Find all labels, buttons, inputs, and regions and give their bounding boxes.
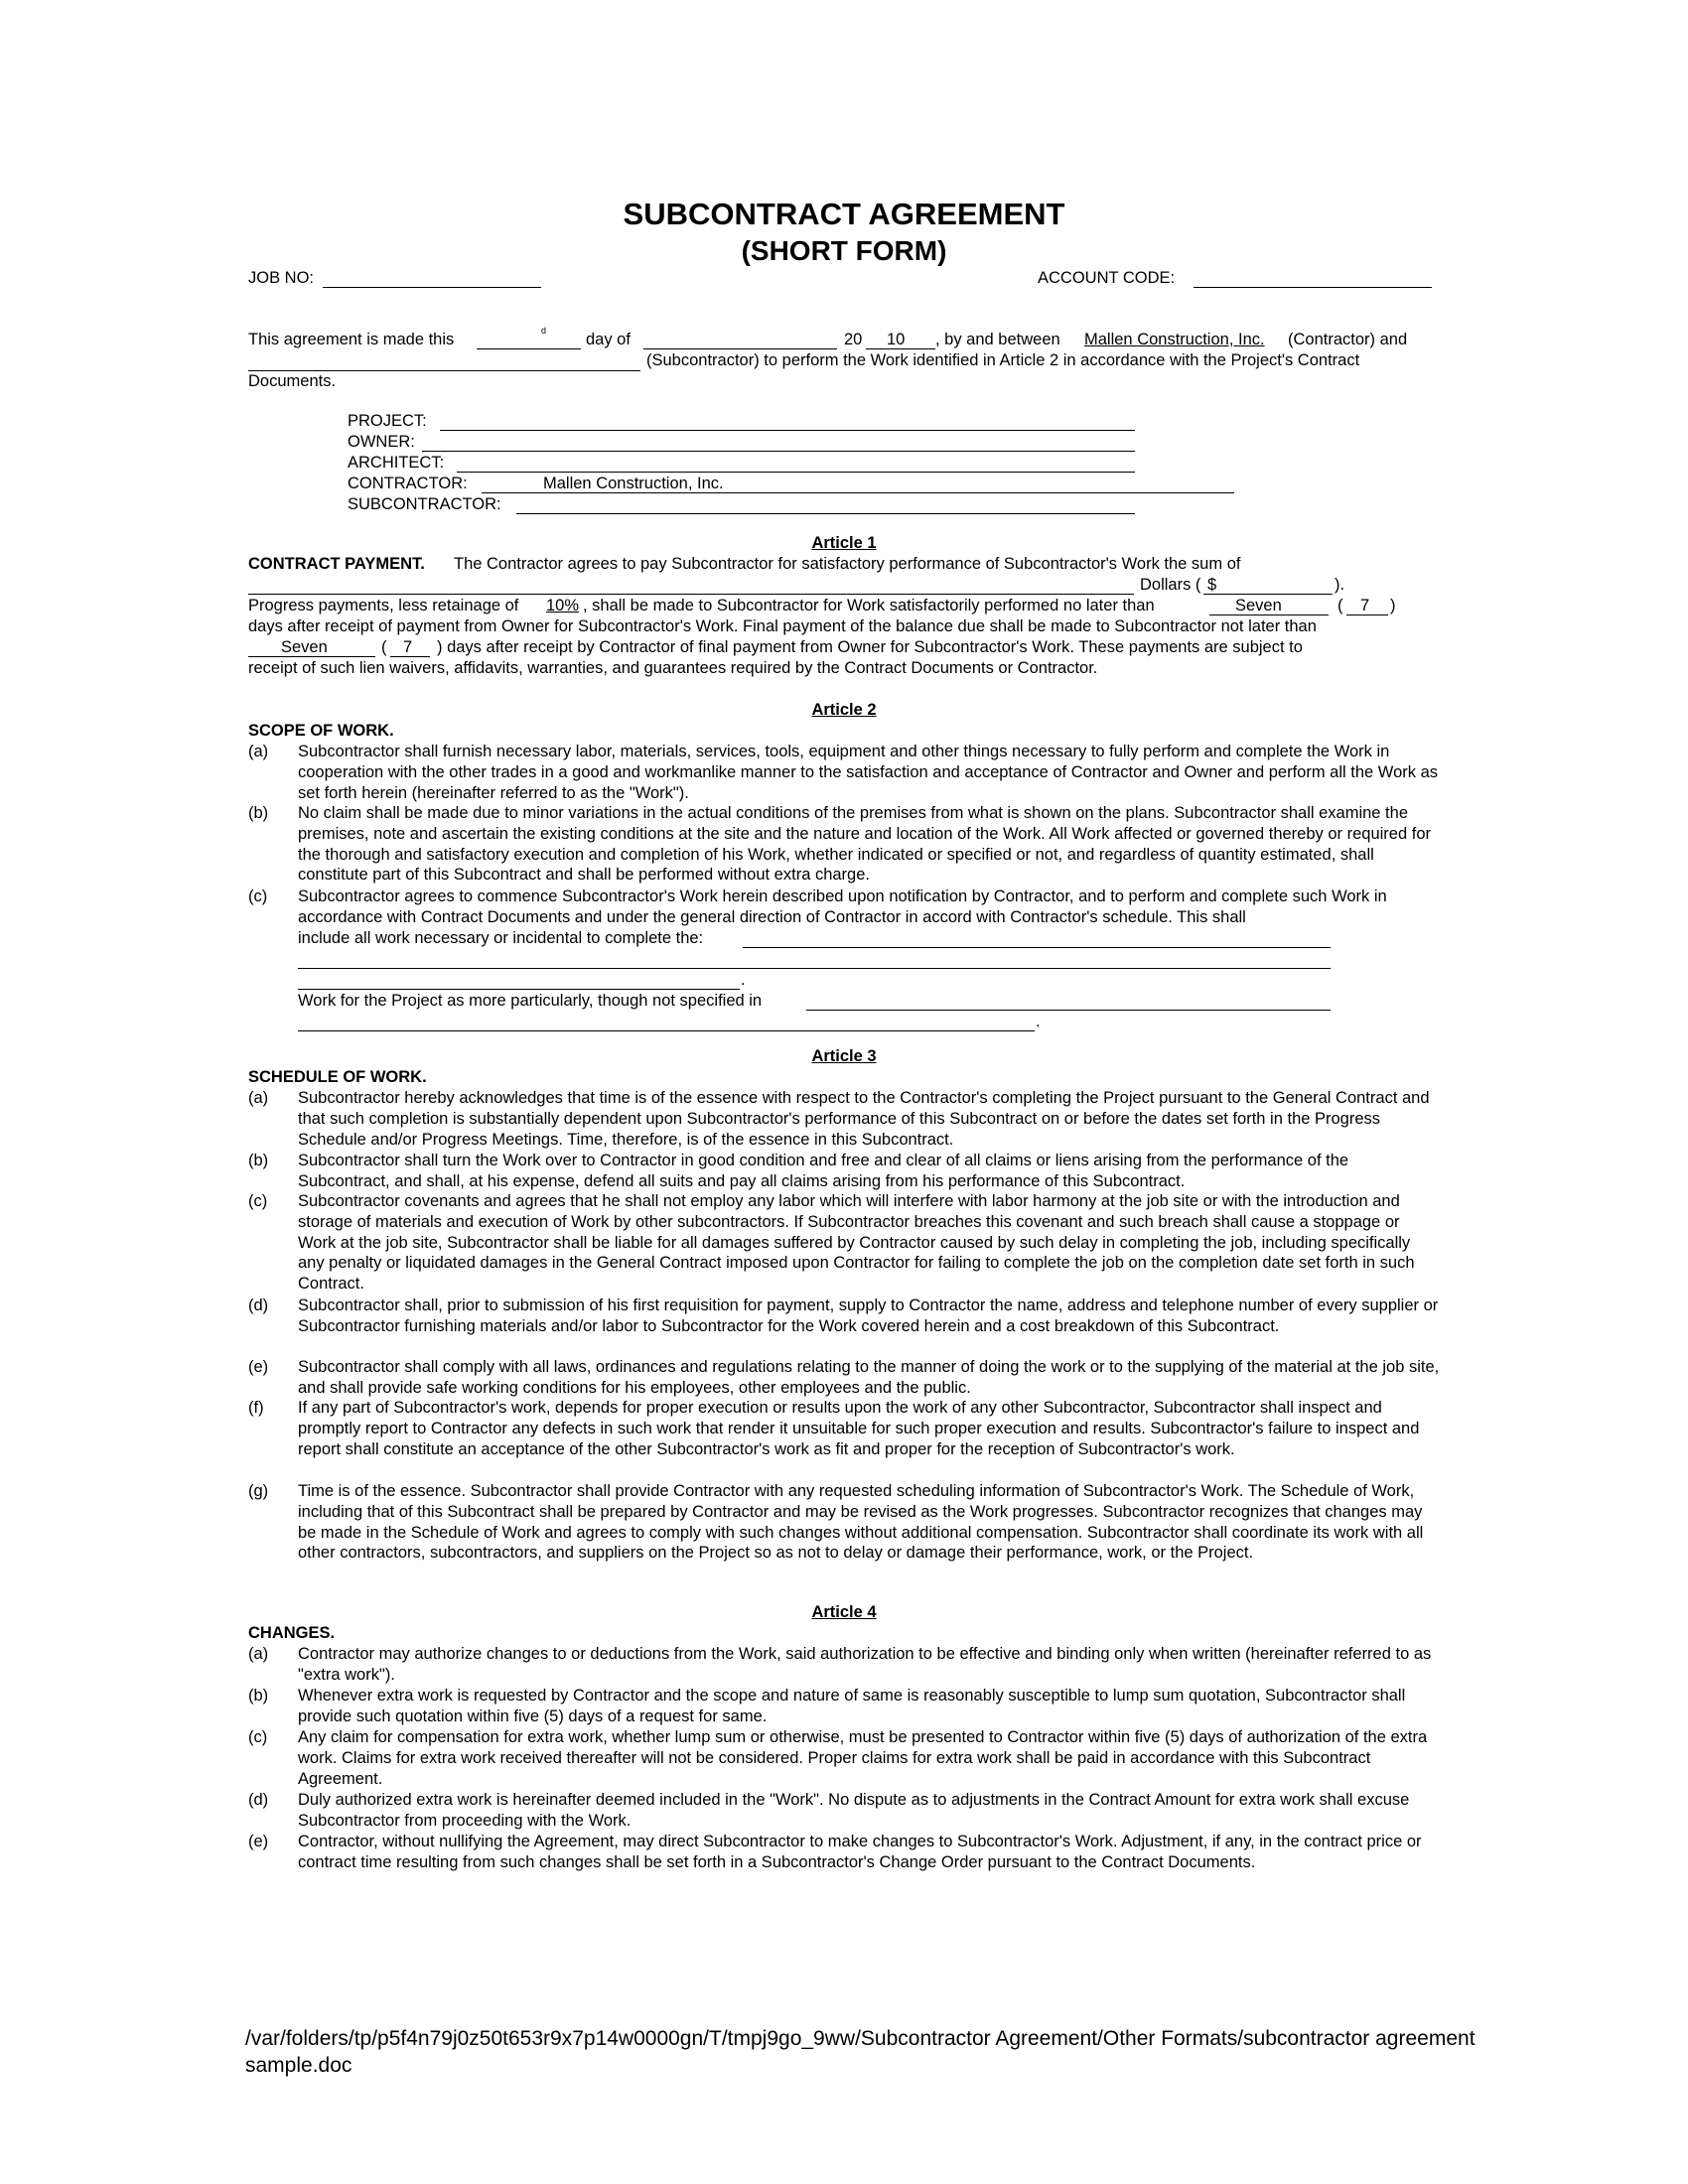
list-item (248, 1832, 1440, 1873)
subcontractor-field[interactable] (516, 513, 1135, 514)
year-prefix: 20 (844, 331, 863, 348)
retainage-value: 10% (546, 597, 580, 614)
item-text: Subcontractor shall turn the Work over to Contractor in good condition and free and clear of all claims or liens arising from the performance of the Subcontract, and shall, at his expense, defend all suits and pay all claims arising from his performance of this Subcontract. (298, 1152, 1349, 1190)
month-field[interactable] (643, 348, 837, 349)
day-field[interactable] (477, 348, 581, 349)
project-field[interactable] (440, 430, 1135, 431)
scope-field-3[interactable] (298, 989, 740, 990)
item-text: Subcontractor hereby acknowledges that time is of the essence with respect to the Contractor's completing the Project pursuant to the General Contract and that such completion is substantially dependent upon Subcontractor's performance of this Subcontract on or before the dates set forth in the Progress Schedule and/or Progress Meetings. Time, therefore, is of the essence in this Subcontract. (298, 1089, 1430, 1149)
item-letter: (b) (248, 1152, 269, 1169)
article-1-heading: Article 1 (811, 534, 877, 552)
subcontractor-label: SUBCONTRACTOR: (348, 495, 501, 513)
list-item (248, 1088, 1440, 1150)
contractor-value: Mallen Construction, Inc. (543, 475, 724, 492)
days-word-2: Seven (281, 638, 328, 656)
day-superscript: d (541, 326, 547, 336)
intro-contractor-name: Mallen Construction, Inc. (1084, 331, 1265, 348)
item-text: Contractor may authorize changes to or deductions from the Work, said authorization to be effective and binding only when written (hereinafter referred to as "extra work"). (298, 1645, 1432, 1684)
days-num-2: 7 (403, 638, 413, 656)
intro-by-between: , by and between (935, 331, 1060, 348)
architect-field[interactable] (457, 472, 1135, 473)
list-item (248, 1191, 1440, 1295)
list-item (248, 1398, 1440, 1459)
owner-label: OWNER: (348, 433, 415, 451)
scope-field-2[interactable] (298, 968, 1331, 969)
article-1-line-1: The Contractor agrees to pay Subcontractor for satisfactory performance of Subcontractor's Work the sum of (454, 555, 1241, 573)
schedule-of-work-heading: SCHEDULE OF WORK. (248, 1068, 427, 1086)
item-text: No claim shall be made due to minor variations in the actual conditions of the premises from what is shown on the plans. Subcontractor shall examine the premises, note and ascertain the existing conditions at the site and the nature and location of the Work. All Work affected or governed thereby or required for the thorough and satisfactory execution and completion of his Work, whether indicated or specified or not, and regardless of quantity estimated, shall constitute part of this Subcontract and shall be performed without extra charge. (298, 804, 1431, 885)
list-item (248, 1481, 1440, 1564)
specified-in-field-2[interactable] (298, 1030, 1035, 1031)
architect-label: ARCHITECT: (348, 454, 445, 472)
contract-payment-lead: CONTRACT PAYMENT. (248, 555, 425, 573)
item-letter: (g) (248, 1482, 269, 1500)
item-text: Contractor, without nullifying the Agreement, may direct Subcontractor to make changes to Subcontractor's Work. Adjustment, if any, in the contract price or contract time resulting from such changes shall be set forth in a Subcontractor's Change Order pursuant to the Contract Documents. (298, 1833, 1422, 1871)
item-letter: (a) (248, 1089, 269, 1107)
article-2-heading: Article 2 (811, 701, 877, 719)
intro-subcontractor-text: (Subcontractor) to perform the Work identified in Article 2 in accordance with the Project's Contract (646, 351, 1360, 369)
intro-made-this: This agreement is made this (248, 331, 455, 348)
job-no-label: JOB NO: (248, 269, 315, 287)
item-text: Subcontractor shall, prior to submission of his first requisition for payment, supply to Contractor the name, address and telephone number of every supplier or Subcontractor furnishing materials and/or labor to Subcontractor for the Work covered herein and a cost breakdown of this Subcontract. (298, 1297, 1439, 1335)
intro-documents: Documents. (248, 372, 337, 390)
dollar-sign: $ (1207, 576, 1217, 594)
item-text: Any claim for compensation for extra work, whether lump sum or otherwise, must be presented to Contractor within five (5) days of authorization of the extra work. Claims for extra work received thereafter will not be considered. Proper claims for extra work shall be paid in accordance with this Subcontract Agreement. (298, 1728, 1428, 1788)
list-item (248, 1151, 1440, 1192)
project-label: PROJECT: (348, 412, 427, 430)
list-item (248, 887, 1440, 928)
item-letter: (c) (248, 887, 268, 905)
item-text: Subcontractor agrees to commence Subcontractor's Work herein described upon notification by Contractor, and to perform and complete such Work in accordance with Contract Documents and under the general direction of Contractor in accord with Contractor's schedule. This shall (298, 887, 1387, 926)
owner-field[interactable] (422, 451, 1135, 452)
article-1-line-4: ) days after receipt by Contractor of final payment from Owner for Subcontractor's Work. These payments are subject to (437, 638, 1303, 656)
account-code-label: ACCOUNT CODE: (1038, 269, 1176, 287)
changes-heading: CHANGES. (248, 1624, 336, 1642)
item-text: Duly authorized extra work is hereinafter deemed included in the "Work". No dispute as to adjustments in the Contract Amount for extra work shall excuse Subcontractor from proceeding with the Work. (298, 1791, 1410, 1830)
item-letter: (f) (248, 1399, 264, 1417)
days-num-1: 7 (1360, 597, 1370, 614)
work-for-text: Work for the Project as more particularly, though not specified in (298, 992, 763, 1010)
item-text: Subcontractor covenants and agrees that he shall not employ any labor which will interfere with labor harmony at the job site or with the introduction and storage of materials and execution of Work by other subcontractors. If Subcontractor breaches this covenant and such breach shall cause a stoppage or Work at the job site, Subcontractor shall be liable for all damages suffered by Contractor caused by such delay in completing the job, including specifically any penalty or liquidated damages in the General Contract imposed upon Contractor for failing to complete the job on the completion date set forth in such Contract. (298, 1192, 1415, 1294)
item-letter: (b) (248, 804, 269, 822)
document-page: SUBCONTRACT AGREEMENT (SHORT FORM) JOB NO: ACCOUNT CODE: This agreement is made this d day of 20 10 , by and between Mallen Construction, Inc. (Contractor) and (Subcontractor) to perform the Work identified in Article 2 in accordance with the Project's Contract Documents. PROJECT: OWNER: ARCHITECT: CONTRACTOR: Mallen Construction, Inc. SUBCONTRACTOR: Article 1 CONTRACT PAYMENT. The Contractor agrees to pay Subcontractor for satisfactory performance of Subcontractor's Work the sum of Dollars ( $ ). Progress payments, less retainage of 10% , shall be made to Subcontractor for Work satisfactorily performed no later than Seven ( 7 ) days after receipt of payment from Owner for Subcontractor's Work. Final payment of the balance due shall be made to Subcontractor not later than Seven ( 7 ) days after receipt by Contractor of final payment from Owner for Subcontractor's Work. These payments are subject to receipt of such lien waivers, affidavits, warranties, and guarantees required by the Contract Documents or Contractor. Article 2 SCOPE OF WORK. (a) Subcontractor shall furnish necessary labor, materials, services, tools, equipment and other things necessary to fully perform and complete the Work in cooperation with the other trades in a good and workmanlike manner to the satisfaction and acceptance of Contractor and Owner and perform all the Work as set forth herein (hereinafter referred to as the "Work"). (b) No claim shall be made due to minor variations in the actual conditions of the premises from what is shown on the plans. Subcontractor shall examine the premises, note and ascertain the existing conditions at the site and the nature and location of the Work. All Work affected or governed thereby or required for the thorough and satisfactory execution and completion of his Work, whether indicated or specified or not, and regardless of quantity estimated, shall constitute part of this Subcontract and shall be performed without extra charge. (c) Subcontractor agrees to commence Subcontractor's Work herein described upon notification by Contractor, and to perform and complete such Work in accordance with Contract Documents and under the general direction of Contractor in accord with Contractor's schedule. This shall include all work necessary or incidental to complete the: . Work for the Project as more particularly, though not specified in . Article 3 SCHEDULE OF WORK. (a) Subcontractor hereby acknowledges that time is of the essence with respect to the Contractor's completing the Project pursuant to the General Contract and that such completion is substantially dependent upon Subcontractor's performance of this Subcontract on or before the dates set forth in the Progress Schedule and/or Progress Meetings. Time, therefore, is of the essence in this Subcontract. (b) Subcontractor shall turn the Work over to Contractor in good condition and free and clear of all claims or liens arising from the performance of the Subcontract, and shall, at his expense, defend all suits and pay all claims arising from his performance of this Subcontract. (c) Subcontractor covenants and agrees that he shall not employ any labor which will interfere with labor harmony at the job site or with the introduction and storage of materials and execution of Work by other subcontractors. If Subcontractor breaches this covenant and such breach shall cause a stoppage or Work at the job site, Subcontractor shall be liable for all damages suffered by Contractor caused by such delay in completing the job, including specifically any penalty or liquidated damages in the General Contract imposed upon Contractor for failing to complete the job on the completion date set forth in such Contract. (d) Subcontractor shall, prior to submission of his first requisition for payment, supply to Contractor the name, address and telephone number of every supplier or Subcontractor furnishing materials and/or labor to Subcontractor for the Work covered herein and a cost breakdown of this Subcontract. (e) Subcontractor shall comply with all laws, ordinances and regulations relating to the manner of doing the work or to the supplying of the material at the job site, and shall provide safe working conditions for his employees, other employees and the public. (f) If any part of Subcontractor's work, depends for proper execution or results upon the work of any other Subcontractor, Subcontractor shall inspect and promptly report to Contractor any defects in such work that render it unsuitable for such proper execution and results. Subcontractor's failure to inspect and report shall constitute an acceptance of the other Subcontractor's work as fit and proper for the reception of Subcontractor's work. (g) Time is of the essence. Subcontractor shall provide Contractor with any requested scheduling information of Subcontractor's Work. The Schedule of Work, including that of this Subcontract shall be prepared by Contractor and may be revised as the Work progresses. Subcontractor recognizes that changes may be made in the Schedule of Work and agrees to comply with such changes without additional compensation. Subcontractor shall coordinate its work with all other contractors, subcontractors, and suppliers on the Project so as not to delay or damage their performance, work, or the Project. Article 4 CHANGES. (a) Contractor may authorize changes to or deductions from the Work, said authorization to be effective and binding only when written (hereinafter referred to as "extra work"). (b) Whenever extra work is requested by Contractor and the scope and nature of same is reasonably susceptible to lump sum quotation, Subcontractor shall provide such quotation within five (5) days of a request for same. (c) Any claim for compensation for extra work, whether lump sum or otherwise, must be presented to Contractor within five (5) days of authorization of the extra work. Claims for extra work received thereafter will not be considered. Proper claims for extra work shall be paid in accordance with this Subcontract Agreement. (d) Duly authorized extra work is hereinafter deemed included in the "Work". No dispute as to adjustments in the Contract Amount for extra work shall excuse Subcontractor from proceeding with the Work. (e) Contractor, without nullifying the Agreement, may direct Subcontractor to make changes to Subcontractor's Work. Adjustment, if any, in the contract price or contract time resulting from such changes shall be set forth in a Subcontractor's Change Order pursuant to the Contract Documents. /var/folders/tp/p5f4n79j0z50t653r9x7p14w0000gn/T/tmpj9go_9ww/Subcontractor Agreement/Other Formats/subcontractor agreement sample.doc (0, 0, 1688, 2184)
list-item (248, 1644, 1440, 1686)
item-text: Time is of the essence. Subcontractor shall provide Contractor with any requested scheduling information of Subcontractor's Work. The Schedule of Work, including that of this Subcontract shall be prepared by Contractor and may be revised as the Work progresses. Subcontractor recognizes that changes may be made in the Schedule of Work and agrees to comply with such changes without additional compensation. Subcontractor shall coordinate its work with all other contractors, subcontractors, and suppliers on the Project so as not to delay or damage their performance, work, or the Project. (298, 1482, 1424, 1563)
item-letter: (d) (248, 1791, 269, 1809)
progress-text-b: , shall be made to Subcontractor for Work satisfactorily performed no later than (583, 597, 1155, 614)
item-letter: (c) (248, 1192, 268, 1210)
progress-text-a: Progress payments, less retainage of (248, 597, 519, 614)
article-1-line-5: receipt of such lien waivers, affidavits, warranties, and guarantees required by the Contract Documents or Contractor. (248, 659, 1098, 677)
item-text: If any part of Subcontractor's work, depends for proper execution or results upon the work of any other Subcontractor, Subcontractor shall inspect and promptly report to Contractor any defects in such work that render it unsuitable for such proper execution and results. Subcontractor's failure to inspect and report shall constitute an acceptance of the other Subcontractor's work as fit and proper for the reception of Subcontractor's work. (298, 1399, 1420, 1458)
item-letter: (a) (248, 743, 269, 760)
list-item (248, 1296, 1440, 1337)
contract-sum-words-field[interactable] (248, 594, 1134, 595)
item-letter: (c) (248, 1728, 268, 1746)
item-letter: (d) (248, 1297, 269, 1314)
article-3-heading: Article 3 (811, 1047, 877, 1065)
list-item (248, 742, 1440, 803)
list-item (248, 1686, 1440, 1727)
list-item (248, 1727, 1440, 1789)
contractor-label: CONTRACTOR: (348, 475, 468, 492)
year-value: 10 (887, 331, 906, 348)
days-word-1: Seven (1235, 597, 1282, 614)
intro-day-of: day of (586, 331, 631, 348)
item-text: Subcontractor shall comply with all laws, ordinances and regulations relating to the manner of doing the work or to the supplying of the material at the job site, and shall provide safe working conditions for his employees, other employees and the public. (298, 1358, 1440, 1397)
item-letter: (e) (248, 1833, 269, 1850)
include-all-text: include all work necessary or incidental to complete the: (298, 929, 704, 947)
item-letter: (e) (248, 1358, 269, 1376)
article-1-line-3: days after receipt of payment from Owner for Subcontractor's Work. Final payment of the balance due shall be made to Subcontractor not later than (248, 617, 1317, 635)
document-title: SUBCONTRACT AGREEMENT (623, 197, 1065, 231)
article-4-heading: Article 4 (811, 1603, 877, 1621)
item-letter: (a) (248, 1645, 269, 1663)
document-subtitle: (SHORT FORM) (741, 235, 947, 266)
list-item (248, 803, 1440, 886)
job-no-field[interactable] (323, 287, 541, 288)
footer-file-path: /var/folders/tp/p5f4n79j0z50t653r9x7p14w0000gn/T/tmpj9go_9ww/Subcontractor Agreement/Other Formats/subcontractor agreement sample.doc (245, 2027, 1476, 2077)
scope-of-work-heading: SCOPE OF WORK. (248, 722, 394, 740)
item-letter: (b) (248, 1687, 269, 1705)
dollars-label: Dollars ( (1140, 576, 1201, 594)
scope-field-1[interactable] (743, 947, 1331, 948)
item-text: Subcontractor shall furnish necessary labor, materials, services, tools, equipment and other things necessary to fully perform and complete the Work in cooperation with the other trades in a good and workmanlike manner to the satisfaction and acceptance of Contractor and Owner and perform all the Work as set forth herein (hereinafter referred to as the "Work"). (298, 743, 1438, 802)
dollars-close: ). (1335, 576, 1345, 594)
account-code-field[interactable] (1194, 287, 1432, 288)
contract-sum-field[interactable] (1203, 594, 1333, 595)
item-text: Whenever extra work is requested by Contractor and the scope and nature of same is reasonably susceptible to lump sum quotation, Subcontractor shall provide such quotation within five (5) days of a request for same. (298, 1687, 1406, 1725)
specified-in-field[interactable] (806, 1010, 1331, 1011)
list-item (248, 1357, 1440, 1399)
list-item (248, 1790, 1440, 1832)
intro-contractor-and: (Contractor) and (1288, 331, 1408, 348)
